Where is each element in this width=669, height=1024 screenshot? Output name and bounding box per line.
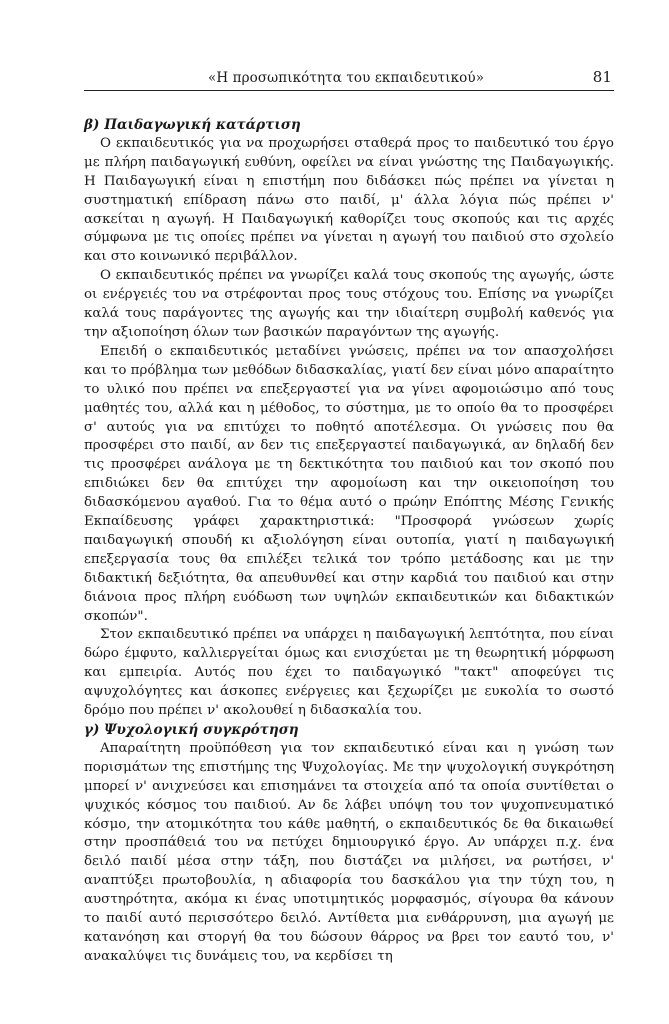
running-title: «Η προσωπικότητα του εκπαιδευτικού» (208, 70, 485, 86)
paragraph: Ο εκπαιδευτικός για να προχωρήσει σταθερά προς το παιδευτικό του έργο με πλήρη παιδαγωγική ευθύνη, οφείλει να είναι γνώστης της Παιδαγωγικής. Η Παιδαγωγική είναι η επιστήμη που διδάσκει πώς πρέπει να γίνεται η συστηματική επίδραση πάνω στο παιδί, μ' άλλα λόγια πώς πρέπει ν' ασκείται η αγωγή. Η Παιδαγωγική καθορίζει τους σκοπούς και τις αρχές σύμφωνα με τις οποίες πρέπει να γίνεται η αγωγή του παιδιού στο σχολείο και στο κοινωνικό περιβάλλον. (84, 135, 614, 265)
paragraph: Επειδή ο εκπαιδευτικός μεταδίνει γνώσεις, πρέπει να τον απασχολήσει και το πρόβλημα των μεθόδων διδασκαλίας, γιατί δεν είναι μόνο απαραίτητο το υλικό που πρέπει να επεξεργαστεί για να γίνει αφομοιώσιμο από τους μαθητές του, αλλά και η μέθοδος, το σύστημα, με το οποίο θα το προσφέρει σ' αυτούς για να επιτύχει το ποθητό αποτέλεσμα. Οι γνώσεις που θα προσφέρει στο παιδί, αν δεν τις επεξεργαστεί παιδαγωγικά, αν δηλαδή δεν τις προσφέρει ανάλογα με τη δεκτικότητα του παιδιού και τον σκοπό που επιδιώκει δεν θα επιτύχει την αφομοίωση και την οικειοποίηση του διδασκόμενου αγαθού. Για το θέμα αυτό ο πρώην Επόπτης Μέσης Γενικής Εκπαίδευσης γράφει χαρακτηριστικά: "Προσφορά γνώσεων χωρίς παιδαγωγική σπουδή κι αξιολόγηση είναι ουτοπία, γιατί η παιδαγωγική επεξεργασία τους θα επιλέξει τελικά τον τρόπο μετάδοσης και με την διδακτική δεξιότητα, θα απευθυνθεί και στην καρδιά του παιδιού και στην διάνοια προς πλήρη ευόδωση των υψηλών εκπαιδευτικών και διδακτικών σκοπών". (84, 343, 614, 624)
section-heading-c: γ) Ψυχολογική συγκρότηση (84, 722, 299, 738)
paragraph: Απαραίτητη προϋπόθεση για τον εκπαιδευτικό είναι και η γνώση των πορισμάτων της επιστήμης της Ψυχολογίας. Με την ψυχολογική συγκρότηση μπορεί ν' ανιχνεύσει και επισημάνει τα στοιχεία από τα οποία συντίθεται ο ψυχικός κόσμος του παιδιού. Αν δε λάβει υπόψη του τον ψυχοπνευματικό κόσμο, την ατομικότητα του κάθε μαθητή, ο εκπαιδευτικός δε θα δικαιωθεί στην προσπάθειά του να πετύχει δημιουργικό έργο. Αν υπάρχει π.χ. ένα δειλό παιδί μέσα στην τάξη, που διστάζει να μιλήσει, να ρωτήσει, ν' αναπτύξει πρωτοβουλία, η αδιαφορία του δασκάλου για την τύχη του, η αυστηρότητα, ακόμα κι ένας υποτιμητικός μορφασμός, σίγουρα θα κάνουν το παιδί αυτό περισσότερο δειλό. Αντίθετα μια ενθάρρυνση, μια αγωγή με κατανόηση και στοργή θα του δώσουν θάρρος να βρει τον εαυτό του, ν' ανακαλύψει τις δυνάμεις του, να κερδίσει τη (84, 740, 614, 964)
section-heading-b: β) Παιδαγωγική κατάρτιση (84, 117, 301, 133)
body-text (84, 116, 614, 967)
running-header (84, 68, 614, 91)
page-number: 81 (592, 68, 612, 86)
paragraph: Ο εκπαιδευτικός πρέπει να γνωρίζει καλά τους σκοπούς της αγωγής, ώστε οι ενέργειές του να στρέφονται προς τους στόχους του. Επίσης να γνωρίζει καλά τους παράγοντες της αγωγής και την ιδιαίτερη συμβολή καθενός για την αξιοποίηση όλων των βασικών παραγόντων της αγωγής. (84, 268, 614, 340)
paragraph: Στον εκπαιδευτικό πρέπει να υπάρχει η παιδαγωγική λεπτότητα, που είναι δώρο έμφυτο, καλλιεργείται όμως και ενισχύεται με τη θεωρητική μόρφωση και εμπειρία. Αυτός που έχει το παιδαγωγικό "τακτ" αποφεύγει τις αψυχολόγητες και άσκοπες ενέργειες και ξεχωρίζει με ευκολία το σωστό δρόμο που πρέπει ν' ακολουθεί η διδασκαλία του. (84, 627, 614, 719)
